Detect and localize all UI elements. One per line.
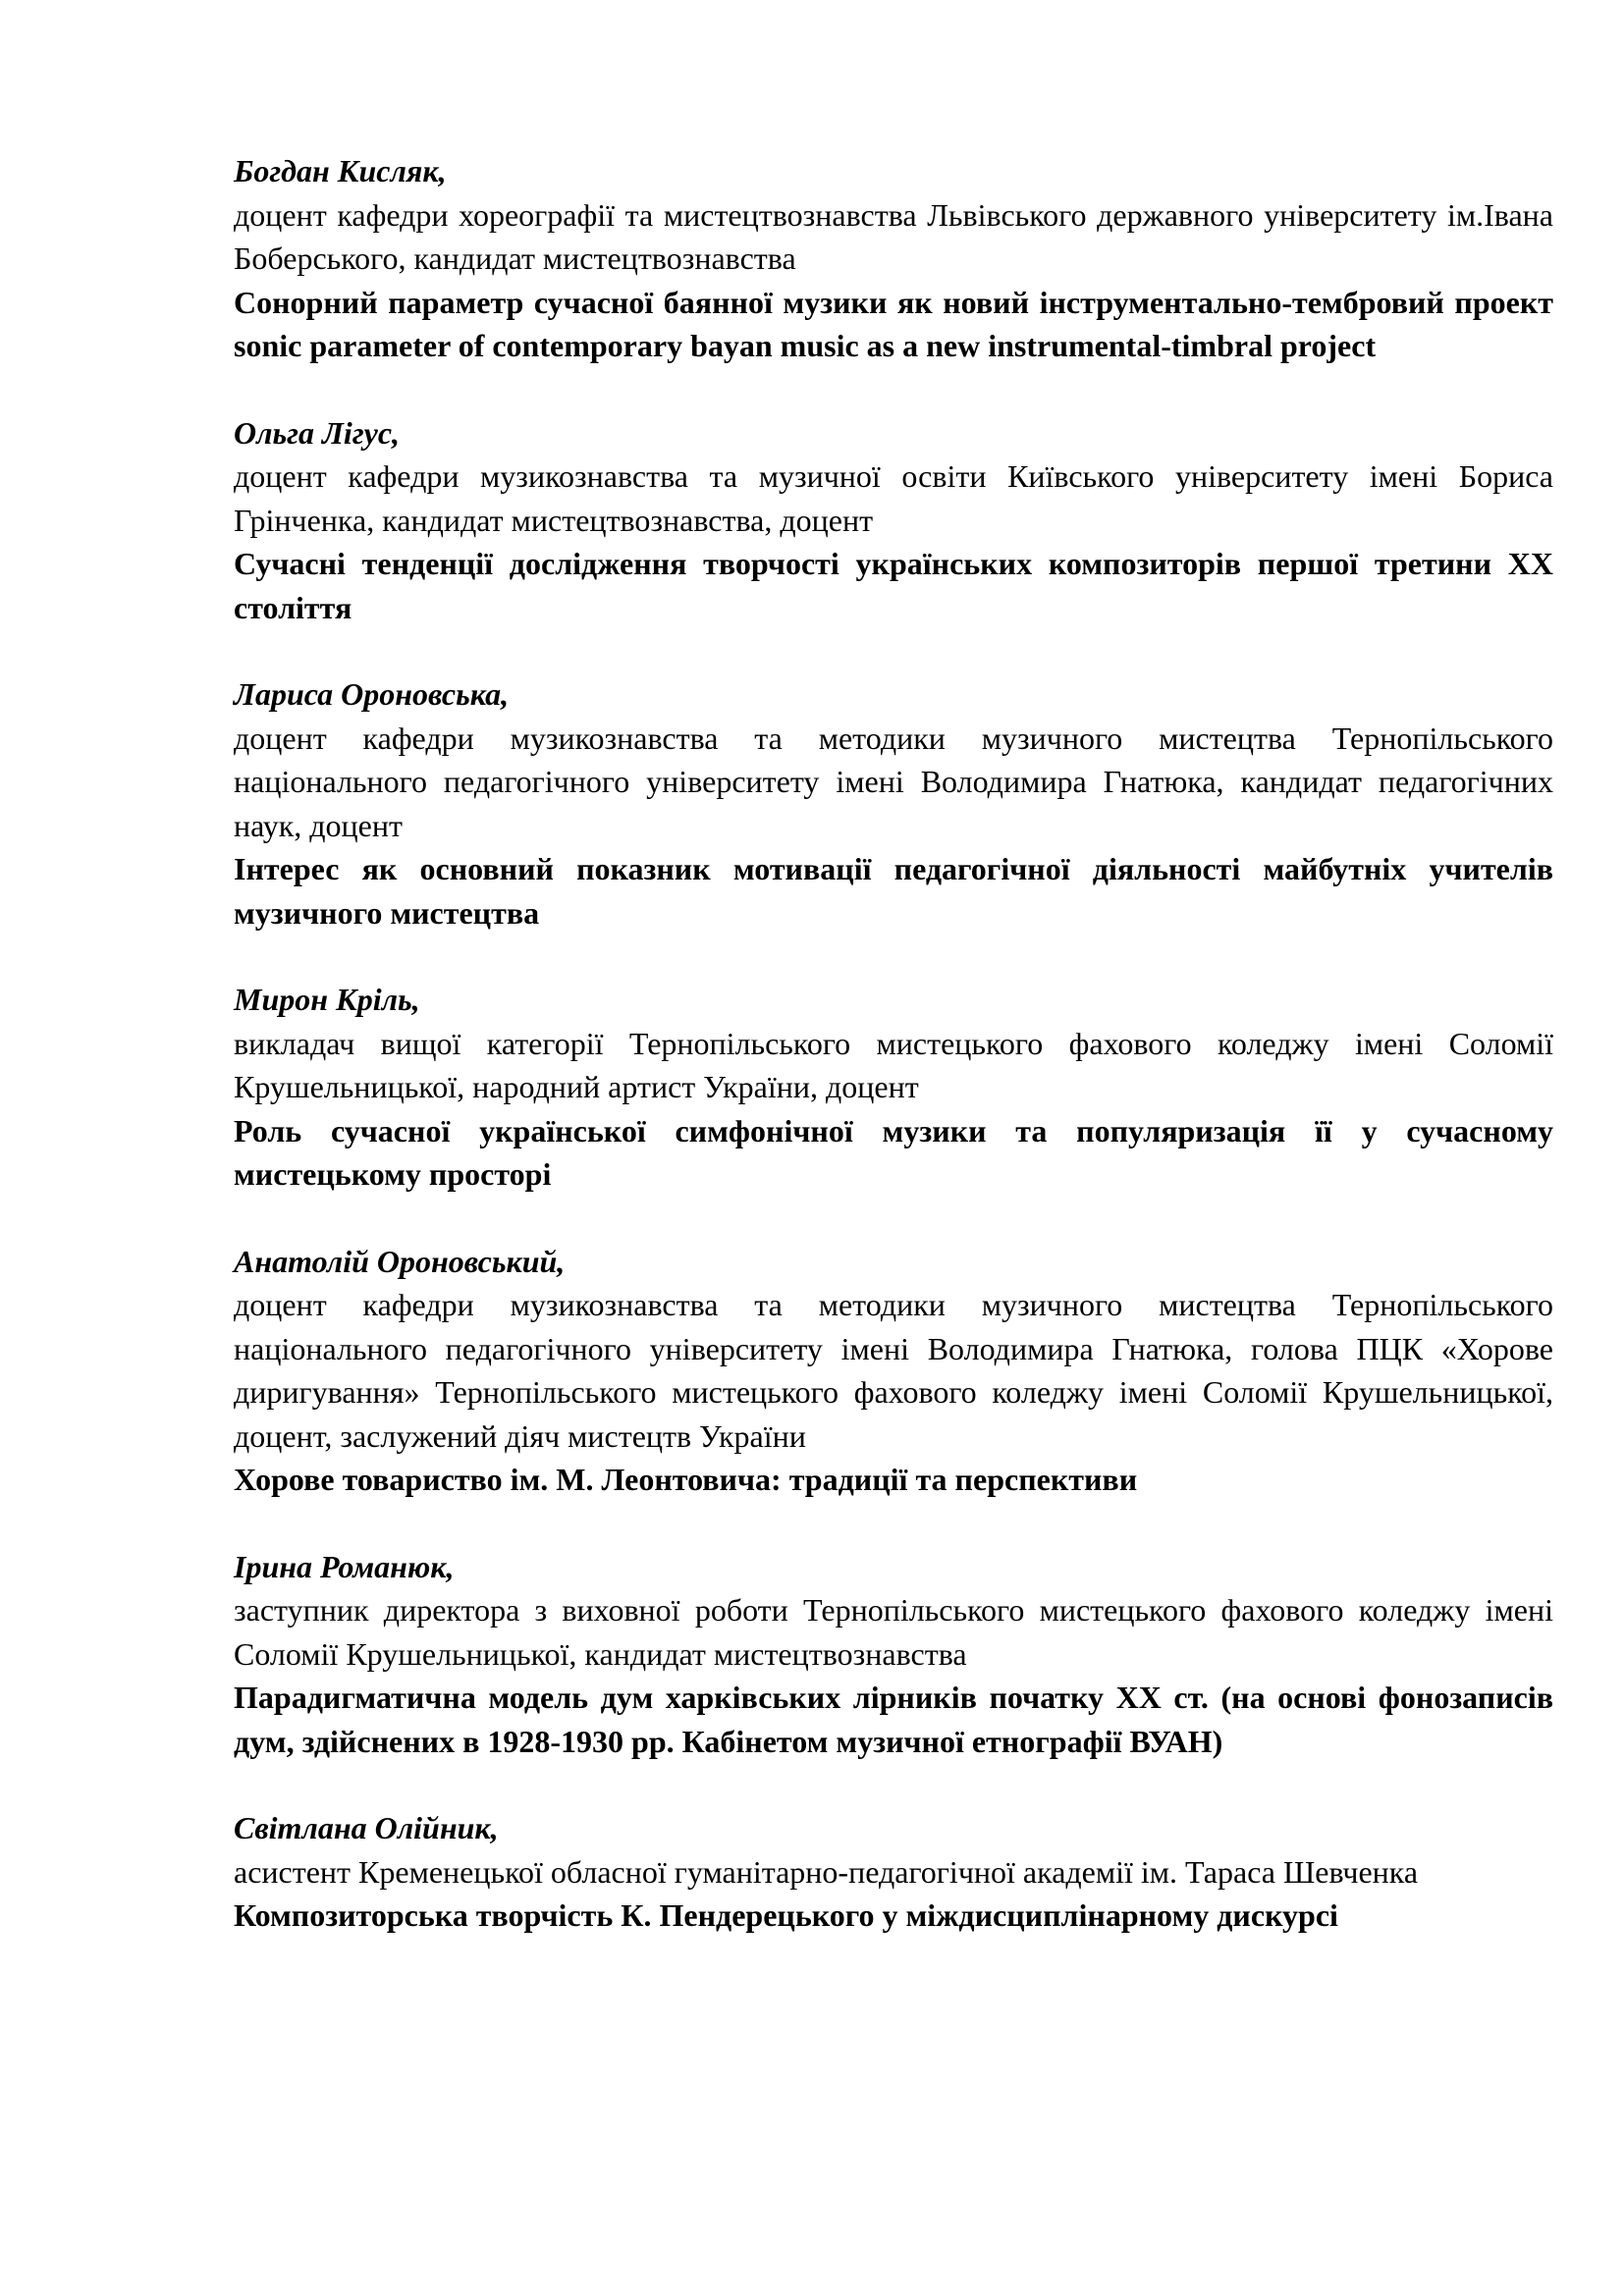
speaker-name: Ірина Романюк,: [234, 1548, 455, 1584]
speaker-name: Лариса Ороновська,: [234, 676, 510, 712]
talk-title: Сонорний параметр сучасної баянної музики як новий інструментально-тембровий проект sonic parameter of contemporary bayan music as a new instrumental-timbral project: [234, 284, 1553, 363]
speaker-name: Ольга Лігус,: [234, 414, 401, 451]
speaker-position: доцент кафедри музикознавства та методики музичного мистецтва Тернопільського національного педагогічного університету імені Володимира Гнатюка, голова ПЦК «Хорове диригування» Тернопільського мистецького фахового коледжу імені Соломії Крушельницької, доцент, заслужений діяч мистецтв України: [234, 1287, 1553, 1454]
talk-title: Парадигматична модель дум харківських лірників початку ХХ ст. (на основі фонозаписів дум, здійснених в 1928-1930 рр. Кабінетом музичної етнографії ВУАН): [234, 1680, 1553, 1759]
speaker-position: доцент кафедри музикознавства та музичної освіти Київського університету імені Бориса Грінченка, кандидат мистецтвознавства, доцент: [234, 458, 1553, 538]
speaker-position: доцент кафедри хореографії та мистецтвознавства Львівського державного університету ім.Івана Боберського, кандидат мистецтвознавства: [234, 196, 1553, 276]
speaker-position: викладач вищої категорії Тернопільського мистецького фахового коледжу імені Соломії Крушельницької, народний артист України, доцент: [234, 1025, 1553, 1104]
talk-title: Композиторська творчість К. Пендерецького у міждисциплінарному дискурсі: [234, 1897, 1338, 1933]
speaker-name: Анатолій Ороновський,: [234, 1243, 566, 1279]
speaker-name: Світлана Олійник,: [234, 1810, 499, 1845]
speaker-entry-2: [234, 411, 1553, 630]
speaker-entry-6: [234, 1545, 1553, 1764]
speaker-position: доцент кафедри музикознавства та методики музичного мистецтва Тернопільського національного педагогічного університету імені Володимира Гнатюка, кандидат педагогічних наук, доцент: [234, 720, 1553, 843]
talk-title: Сучасні тенденції дослідження творчості українських композиторів першої третини ХХ століття: [234, 546, 1553, 625]
talk-title: Хорове товариство ім. М. Леонтовича: традиції та перспективи: [234, 1462, 1138, 1497]
speaker-entry-3: [234, 672, 1553, 934]
speaker-entry-7: [234, 1806, 1553, 1938]
talk-title: Роль сучасної української симфонічної музики та популяризація її у сучасному мистецькому просторі: [234, 1112, 1553, 1192]
speaker-name: Богдан Кисляк,: [234, 153, 447, 188]
speaker-position: заступник директора з виховної роботи Тернопільського мистецького фахового коледжу імені Соломії Крушельницької, кандидат мистецтвознавства: [234, 1592, 1553, 1672]
speaker-name: Мирон Кріль,: [234, 982, 420, 1017]
talk-title: Інтерес як основний показник мотивації педагогічної діяльності майбутніх учителів музичного мистецтва: [234, 851, 1553, 931]
speaker-entry-4: [234, 978, 1553, 1197]
speaker-entry-1: [234, 149, 1553, 368]
speaker-entry-5: [234, 1240, 1553, 1502]
document-page: [234, 149, 1553, 1981]
speaker-position: асистент Кременецької обласної гуманітарно-педагогічної академії ім. Тараса Шевченка: [234, 1853, 1419, 1890]
